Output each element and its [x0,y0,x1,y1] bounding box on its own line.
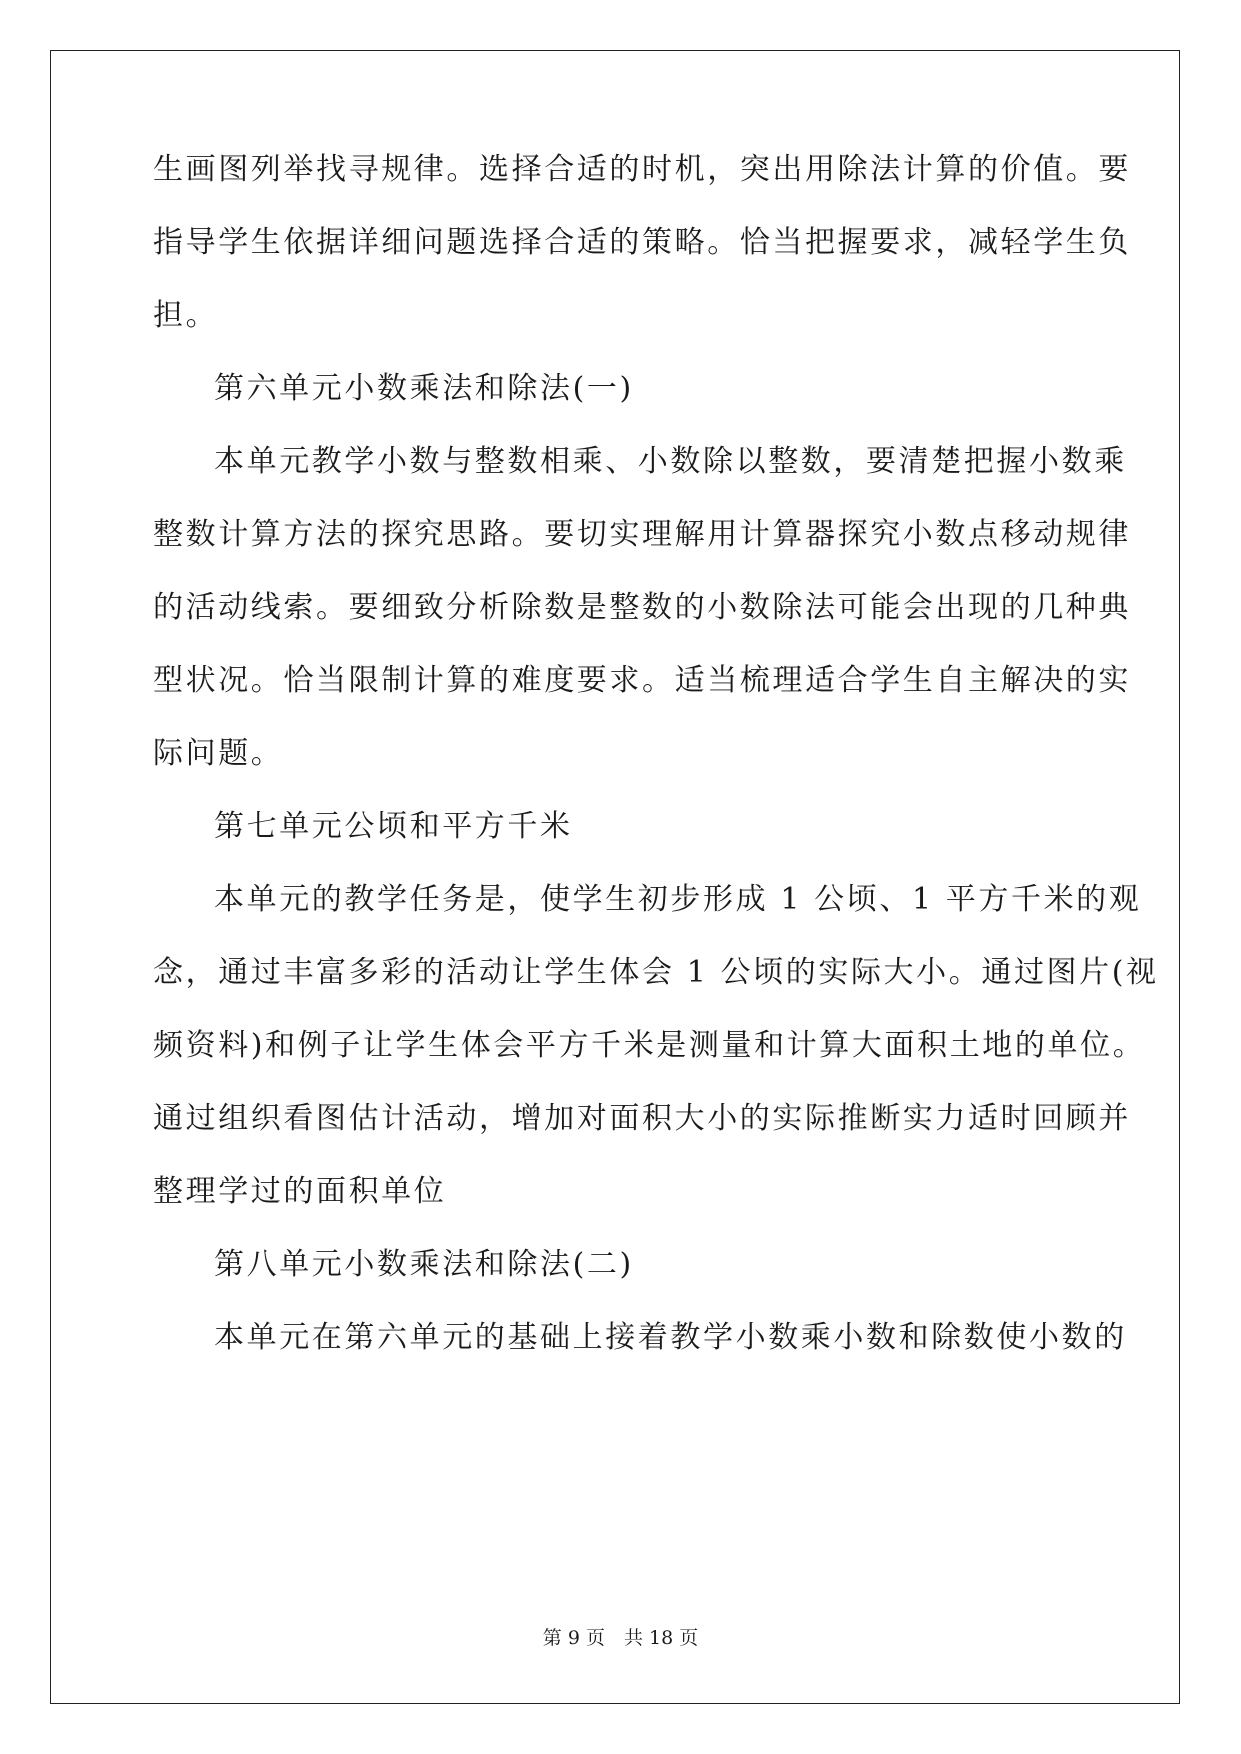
body-text-line: 频资料)和例子让学生体会平方千米是测量和计算大面积土地的单位。 [153,1028,1146,1063]
body-text-line: 型状况。恰当限制计算的难度要求。适当梳理适合学生自主解决的实 [153,663,1131,698]
body-text-line: 本单元的教学任务是，使学生初步形成 1 公顷、1 平方千米的观 [214,882,1142,917]
body-text-line: 生画图列举找寻规律。选择合适的时机，突出用除法计算的价值。要 [153,152,1131,187]
body-text-line: 通过组织看图估计活动，增加对面积大小的实际推断实力适时回顾并 [153,1101,1131,1136]
body-text-line: 整数计算方法的探究思路。要切实理解用计算器探究小数点移动规律 [153,517,1131,552]
body-text-line: 际问题。 [153,736,284,771]
section-heading-unit-8: 第八单元小数乘法和除法(二) [214,1247,634,1282]
page-number-footer: 第 9 页 共 18 页 [542,1627,699,1649]
body-text-line: 指导学生依据详细问题选择合适的策略。恰当把握要求，减轻学生负 [153,225,1131,260]
section-heading-unit-6: 第六单元小数乘法和除法(一) [214,371,634,406]
body-text-line: 本单元在第六单元的基础上接着教学小数乘小数和除数使小数的 [214,1320,1127,1355]
section-heading-unit-7: 第七单元公顷和平方千米 [214,809,573,844]
body-text-line: 担。 [153,298,219,333]
body-text-line: 整理学过的面积单位 [153,1174,447,1209]
body-text-line: 本单元教学小数与整数相乘、小数除以整数，要清楚把握小数乘 [214,444,1127,479]
body-text-line: 念，通过丰富多彩的活动让学生体会 1 公顷的实际大小。通过图片(视 [153,955,1159,990]
page-border [50,50,1180,1704]
body-text-line: 的活动线索。要细致分析除数是整数的小数除法可能会出现的几种典 [153,590,1131,625]
